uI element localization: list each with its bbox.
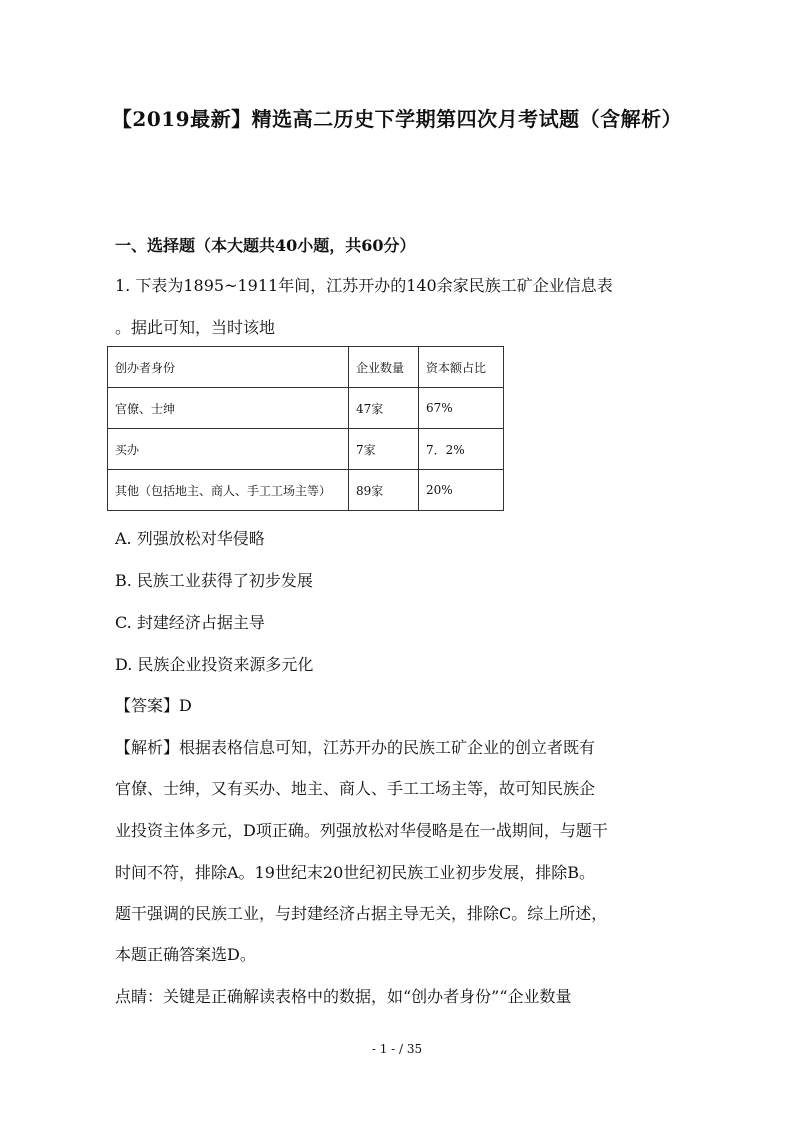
table-header-cell: 企业数量 [349,347,419,388]
table-header-cell: 资本额占比 [419,347,504,388]
analysis-line-1: 【解析】根据表格信息可知，江苏开办的民族工矿企业的创立者既有 [115,738,596,757]
page-number: - 1 - / 35 [371,1042,423,1056]
table-cell: 89家 [349,470,419,511]
option-b: B. 民族工业获得了初步发展 [115,571,313,590]
table-header-cell: 创办者身份 [108,347,349,388]
table-cell: 7家 [349,429,419,470]
table-row [108,429,504,470]
table-cell: 官僚、士绅 [108,388,349,429]
option-d: D. 民族企业投资来源多元化 [115,655,314,674]
table-cell: 47家 [349,388,419,429]
analysis-line-4: 时间不符，排除A。19世纪末20世纪初民族工业初步发展，排除B。 [115,863,596,882]
key-point-line: 点睛：关键是正确解读表格中的数据，如“创办者身份”“企业数量 [115,987,572,1006]
table-row [108,388,504,429]
table-cell: 20% [419,470,504,511]
table-cell: 67% [419,388,504,429]
table-cell: 买办 [108,429,349,470]
table-cell: 其他（包括地主、商人、手工工场主等） [108,470,349,511]
option-c: C. 封建经济占据主导 [115,613,265,632]
analysis-line-3: 业投资主体多元，D项正确。列强放松对华侵略是在一战期间，与题干 [115,821,608,840]
question-stem-line-2: 。据此可知，当时该地 [115,318,276,337]
question-stem-line-1: 1. 下表为1895~1911年间，江苏开办的140余家民族工矿企业信息表 [115,276,613,295]
table-row [108,470,504,511]
analysis-line-6: 本题正确答案选D。 [115,945,256,964]
analysis-line-5: 题干强调的民族工业，与封建经济占据主导无关，排除C。综上所述， [115,904,608,923]
section-heading: 一、选择题（本大题共40小题，共60分） [115,236,416,255]
table-header-row [108,347,504,388]
table-cell: 7．2% [419,429,504,470]
option-a: A. 列强放松对华侵略 [115,529,265,548]
answer-line: 【答案】D [115,696,192,715]
analysis-line-2: 官僚、士绅，又有买办、地主、商人、手工工场主等，故可知民族企 [115,779,596,798]
enterprise-info-table [107,346,504,511]
document-title: 【2019最新】精选高二历史下学期第四次月考试题（含解析） [111,107,683,131]
